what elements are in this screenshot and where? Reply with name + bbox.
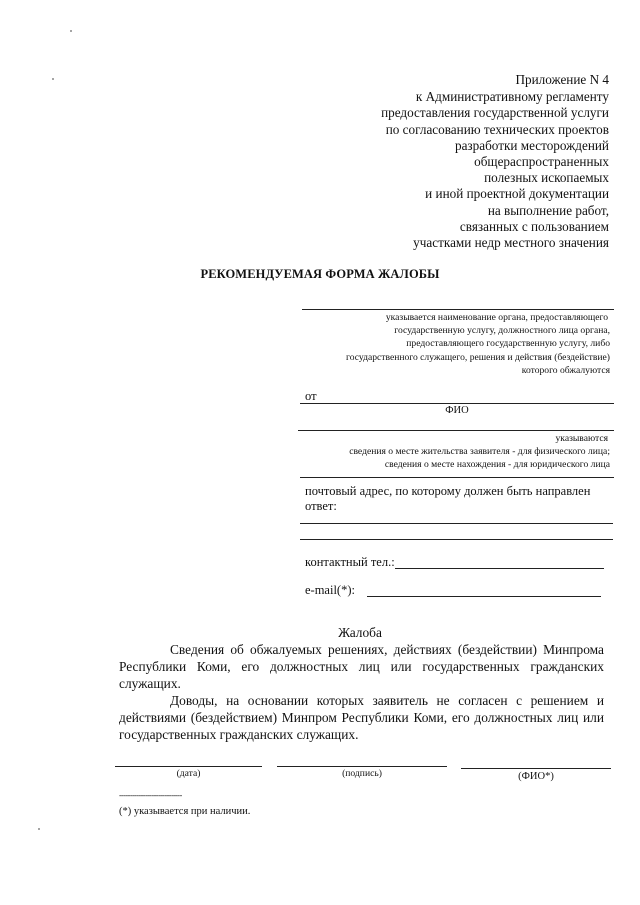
residence-hint <box>280 432 610 472</box>
scan-speck <box>52 78 54 80</box>
residence-hint-line: сведения о месте жительства заявителя - для физического лица; <box>349 446 610 458</box>
email-field[interactable] <box>367 596 601 597</box>
residence-line[interactable] <box>298 430 614 431</box>
footnote-text: (*) указывается при наличии. <box>119 806 251 817</box>
fio-label: (ФИО*) <box>518 771 554 782</box>
complaint-paragraph-1: Сведения об обжалуемых решениях, действиях (бездействии) Минпрома Республики Коми, его должностных лиц или государственных гражданских служащих. <box>119 642 604 691</box>
postal-address-line[interactable] <box>300 523 613 524</box>
postal-address-line[interactable] <box>300 539 613 540</box>
form-title: РЕКОМЕНДУЕМАЯ ФОРМА ЖАЛОБЫ <box>200 267 440 281</box>
header-line: к Административному регламенту <box>415 89 609 105</box>
addressee-hint-line: государственного служащего, решения и действия (бездействие) <box>346 351 610 363</box>
postal-label <box>305 484 590 514</box>
header-line: разработки месторождений <box>454 137 609 153</box>
header-line: связанных с пользованием <box>459 218 609 234</box>
addressee-hint-line: указывается наименование органа, предоставляющего <box>385 312 608 323</box>
header-line: участками недр местного значения <box>413 235 609 251</box>
date-label: (дата) <box>176 768 201 779</box>
email-label: e-mail(*): <box>305 583 355 597</box>
complaint-paragraph-2: Доводы, на основании которых заявитель не согласен с решением и действиями (бездействием) Минпром Республики Коми, его должностных лиц или государственных гражданских служащих. <box>119 693 604 742</box>
phone-label: контактный тел.: <box>305 555 395 569</box>
signature-label: (подпись) <box>342 768 382 779</box>
from-label: от <box>305 389 317 403</box>
header-line: Приложение N 4 <box>515 72 609 87</box>
residence-hint-line: сведения о месте нахождения - для юридического лица <box>384 459 610 471</box>
scan-speck <box>38 828 40 830</box>
postal-label-line2: ответ: <box>305 499 337 513</box>
fio-hint: ФИО <box>445 405 469 416</box>
residence-underline <box>300 477 614 478</box>
addressee-hint-line: предоставляющего государственную услугу, либо <box>406 338 610 350</box>
complaint-heading: Жалоба <box>338 625 382 640</box>
header-line: предоставления государственной услуги <box>381 105 609 121</box>
phone-field[interactable] <box>395 568 604 569</box>
header-line: по согласованию технических проектов <box>385 121 609 137</box>
header-line: и иной проектной документации <box>425 186 609 202</box>
header-line: полезных ископаемых <box>484 170 609 186</box>
fio-line[interactable] <box>461 768 611 769</box>
header-block <box>269 72 609 251</box>
addressee-hint-line: которого обжалуются <box>521 364 610 376</box>
postal-label-line1: почтовый адрес, по которому должен быть направлен <box>305 484 591 498</box>
addressee-hint-line: государственную услугу, должностного лица органа, <box>394 325 610 337</box>
addressee-hint <box>290 311 610 377</box>
scan-speck <box>70 30 72 32</box>
header-line: общераспространенных <box>474 154 609 170</box>
header-line: на выполнение работ, <box>487 202 609 218</box>
addressee-line[interactable] <box>302 309 614 310</box>
residence-hint-line: указываются <box>555 433 608 444</box>
footnote-separator: ----------------------------- <box>119 791 182 800</box>
